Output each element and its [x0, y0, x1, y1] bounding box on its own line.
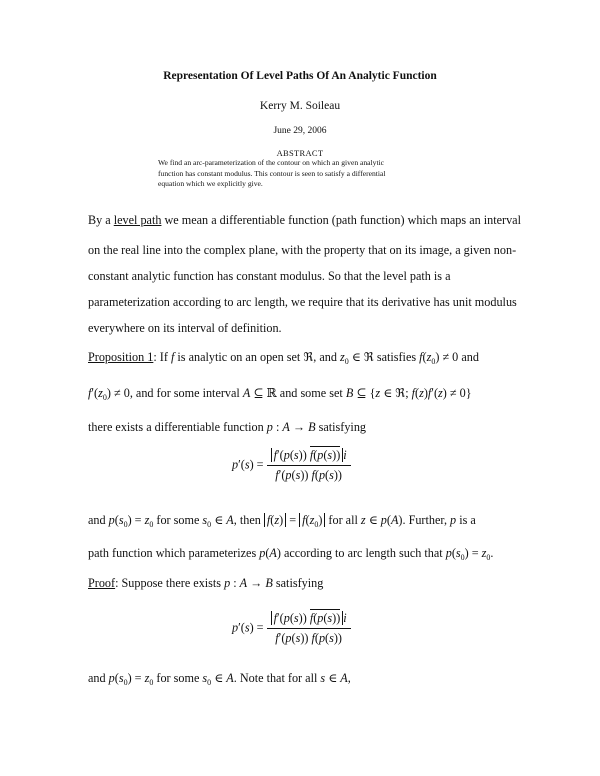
proposition-line-2: $f'(z_0) \ne 0$, and for some interval A ⊆ ℝ and some set B ⊆ {z ∈ ℜ; f(z)f′(z) ≠ 0} — [88, 386, 472, 402]
intro-line-2: on the real line into the complex plane, with the property that on its image, a given non- — [88, 243, 517, 257]
paper-date: June 29, 2006 — [273, 126, 327, 136]
abstract-line: We find an arc-parameterization of the contour on which an given analytic — [158, 158, 385, 167]
abstract-line: function has constant modulus. This contour is seen to satisfy a differential — [158, 168, 386, 178]
proposition-line-3: there exists a differentiable function p : A → B satisfying — [88, 420, 367, 434]
abstract-heading: ABSTRACT — [276, 148, 324, 158]
proof-line-1: Proof: Suppose there exists p : A → B satisfying — [88, 576, 324, 590]
author-name: Kerry M. Soileau — [259, 100, 341, 112]
level-path-term: level path — [113, 213, 162, 227]
equation-1: p′(s) = $\frac{f'(p(s)) f(p(s)) i}{f'(p(s)) f(p(s))}$ — [232, 448, 351, 483]
proposition-line-5: path function which parameterizes p(A) according to arc length such that $p(s_0) = z_0$. — [88, 546, 494, 562]
intro-line-3: constant analytic function has constant modulus. So that the level path is a — [88, 269, 451, 283]
proof-label: Proof — [88, 576, 116, 590]
intro-line-1: By a level path we mean a differentiable function (path function) which maps an interval — [88, 213, 521, 227]
intro-line-4: parameterization according to arc length, we require that its derivative has unit modulus — [88, 295, 517, 309]
proposition-line-4: and $p(s_0) = z_0$ for some $s_0$ ∈ A, then $f(z) = f(z_0)$ for all z ∈ p(A). Further, p is a — [88, 513, 476, 529]
proposition-label: Proposition 1 — [88, 350, 154, 364]
paper-title: Representation Of Level Paths Of An Analytic Function — [163, 70, 437, 82]
abstract-line: equation which we explicitly give. — [158, 179, 263, 188]
proof-line-2: and $p(s_0) = z_0$ for some $s_0$ ∈ A. Note that for all s ∈ A, — [88, 671, 351, 687]
proposition-line-1: Proposition 1: If f is analytic on an open set ℜ, and $z_0$ ∈ ℜ satisfies $f(z_0) \ne 0$ and — [88, 350, 479, 366]
abstract-body — [158, 158, 450, 190]
equation-2: p′(s) = $\frac{f'(p(s)) f(p(s)) i}{f'(p(s)) f(p(s))}$ — [232, 611, 351, 646]
intro-line-5: everywhere on its interval of definition. — [88, 321, 282, 335]
